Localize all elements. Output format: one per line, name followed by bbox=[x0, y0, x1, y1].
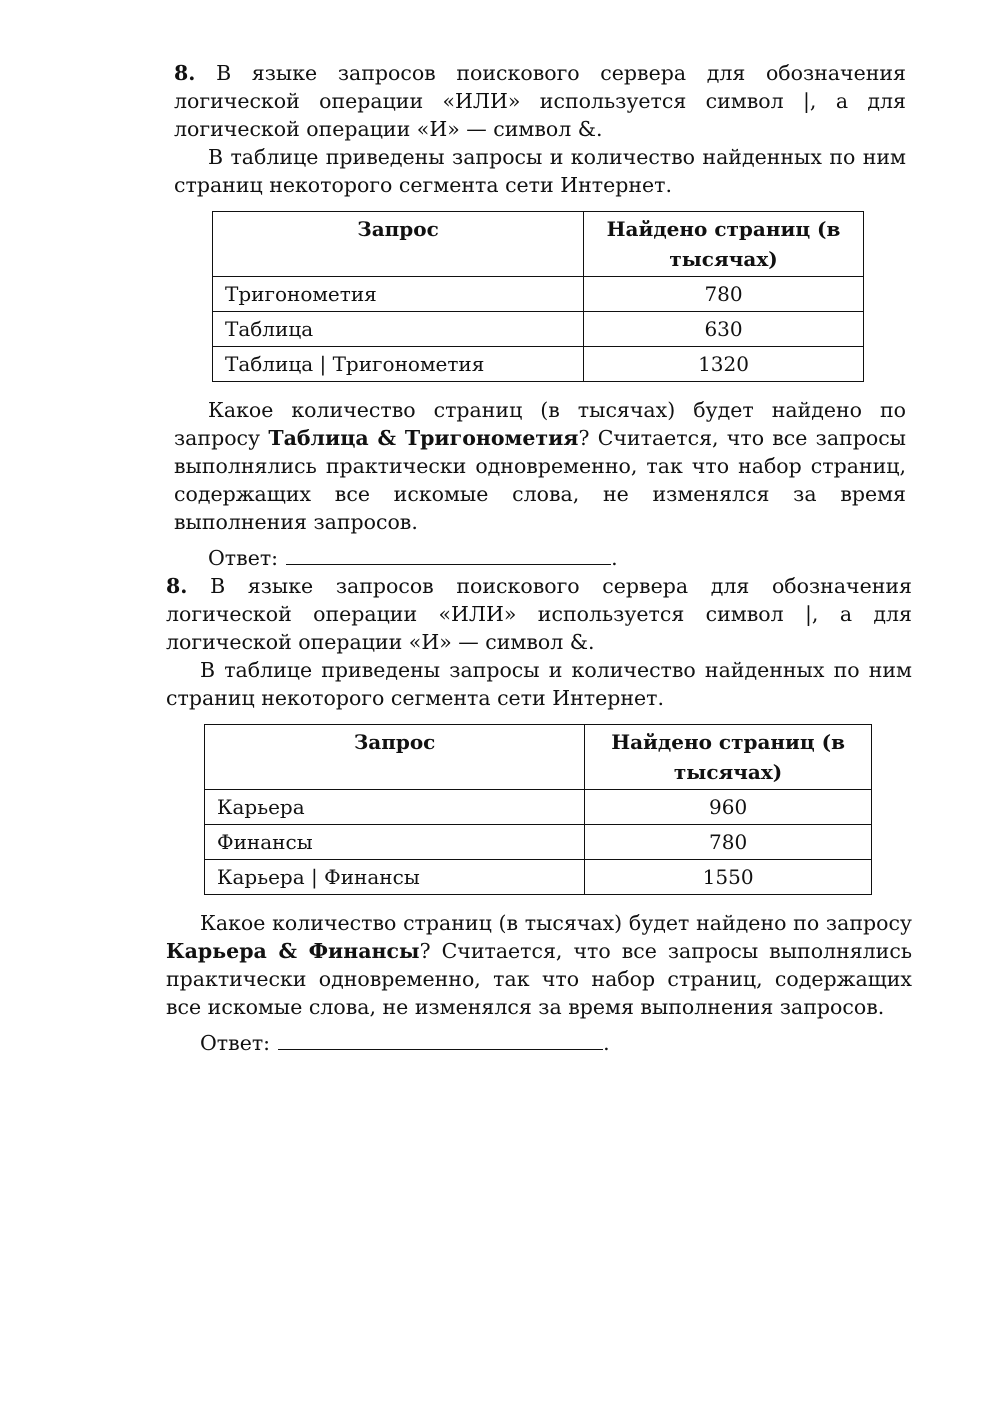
cell-pages: 1550 bbox=[585, 860, 872, 895]
cell-query: Карьера bbox=[205, 790, 585, 825]
cell-query: Тригонометия bbox=[213, 277, 584, 312]
task-2-intro-text: В языке запросов поискового сервера для обозначения логической операции «ИЛИ» используется символ |, а для логической операции «И» — символ &. bbox=[166, 574, 912, 654]
table-row bbox=[213, 347, 864, 382]
header-pages: Найдено страниц (в тысячах) bbox=[584, 212, 864, 277]
task-1 bbox=[174, 59, 906, 572]
cell-pages: 780 bbox=[584, 277, 864, 312]
task-1-question bbox=[174, 396, 906, 536]
cell-pages: 1320 bbox=[584, 347, 864, 382]
table-row bbox=[213, 277, 864, 312]
task-1-intro-text: В языке запросов поискового сервера для обозначения логической операции «ИЛИ» используется символ |, а для логической операции «И» — символ &. bbox=[174, 61, 906, 141]
cell-pages: 630 bbox=[584, 312, 864, 347]
cell-query: Таблица bbox=[213, 312, 584, 347]
task-1-table-intro: В таблице приведены запросы и количество найденных по ним страниц некоторого сегмента сети Интернет. bbox=[174, 145, 906, 197]
table-row bbox=[205, 790, 872, 825]
question-text-after: ? Считается, что все запросы выполнялись практически одновременно, так что набор страниц, содержащих все искомые слова, не изменялся за время выполнения запросов. bbox=[174, 426, 906, 534]
task-2-question bbox=[166, 909, 912, 1021]
task-2-intro bbox=[166, 572, 912, 656]
cell-query: Таблица | Тригонометия bbox=[213, 347, 584, 382]
answer-end: . bbox=[603, 1031, 610, 1055]
question-query: Таблица & Тригонометия bbox=[268, 426, 579, 450]
question-text-after: ? Считается, что все запросы выполнялись практически одновременно, так что набор страниц, содержащих все искомые слова, не изменялся за время выполнения запросов. bbox=[166, 939, 912, 1019]
task-1-number: 8. bbox=[174, 61, 196, 85]
cell-query: Финансы bbox=[205, 825, 585, 860]
question-query: Карьера & Финансы bbox=[166, 939, 420, 963]
cell-query: Карьера | Финансы bbox=[205, 860, 585, 895]
cell-pages: 960 bbox=[585, 790, 872, 825]
task-2-number: 8. bbox=[166, 574, 188, 598]
task-2 bbox=[166, 572, 912, 1057]
header-query: Запрос bbox=[213, 212, 584, 277]
task-2-table-intro: В таблице приведены запросы и количество найденных по ним страниц некоторого сегмента сети Интернет. bbox=[166, 658, 912, 710]
answer-label: Ответ: bbox=[208, 546, 279, 570]
table-header-row bbox=[213, 212, 864, 277]
answer-blank-line[interactable] bbox=[278, 1029, 603, 1050]
task-2-table bbox=[204, 724, 872, 895]
table-row bbox=[213, 312, 864, 347]
header-query: Запрос bbox=[205, 725, 585, 790]
header-pages: Найдено страниц (в тысячах) bbox=[585, 725, 872, 790]
table-header-row bbox=[205, 725, 872, 790]
task-1-intro bbox=[174, 59, 906, 143]
answer-label: Ответ: bbox=[200, 1031, 271, 1055]
task-1-answer bbox=[208, 544, 906, 572]
answer-end: . bbox=[611, 546, 618, 570]
question-text-before: Какое количество страниц (в тысячах) будет найдено по запросу bbox=[174, 398, 906, 450]
table-row bbox=[205, 825, 872, 860]
task-1-table bbox=[212, 211, 864, 382]
question-text-before: Какое количество страниц (в тысячах) будет найдено по запросу bbox=[200, 911, 912, 935]
answer-blank-line[interactable] bbox=[286, 544, 611, 565]
task-2-answer bbox=[200, 1029, 912, 1057]
table-row bbox=[205, 860, 872, 895]
cell-pages: 780 bbox=[585, 825, 872, 860]
